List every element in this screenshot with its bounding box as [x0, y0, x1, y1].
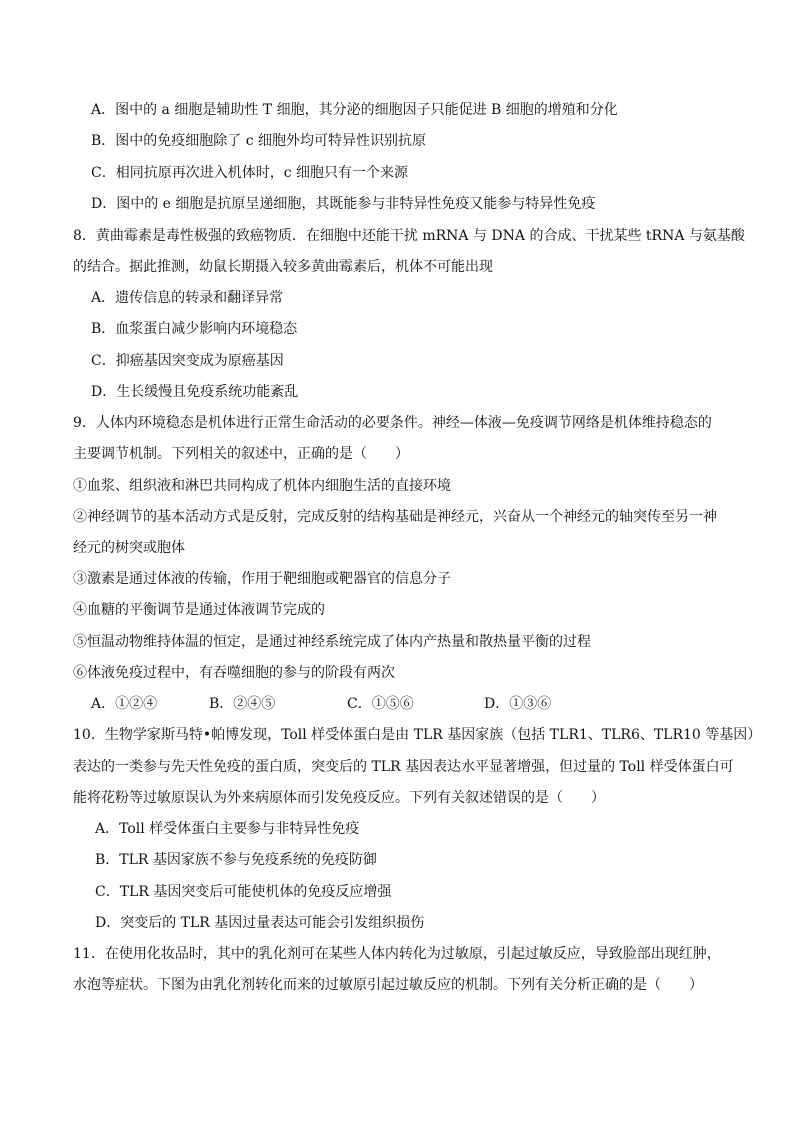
q8-option-d: D．生长缓慢且免疫系统功能紊乱 — [91, 384, 299, 400]
q9-statement-5: ⑤恒温动物维持体温的恒定，是通过神经系统完成了体内产热量和散热量平衡的过程 — [73, 634, 591, 650]
q8-option-b: B．血浆蛋白减少影响内环境稳态 — [91, 321, 298, 337]
q10-stem-line2: 表达的一类参与先天性免疫的蛋白质，突变后的 TLR 基因表达水平显著增强，但过量的 Toll 样受体蛋白可 — [73, 759, 734, 775]
q11-stem-line2: 水泡等症状。下图为由乳化剂转化而来的过敏原引起过敏反应的机制。下列有关分析正确的是（ ） — [73, 977, 703, 993]
q10-stem-line1: 10．生物学家斯马特•帕博发现，Toll 样受体蛋白是由 TLR 基因家族（包括 TLR1、TLR6、TLR10 等基因） — [73, 727, 762, 743]
q10-stem-line3: 能将花粉等过敏原误认为外来病原体而引发免疫反应。下列有关叙述错误的是（ ） — [73, 790, 605, 806]
q10-option-a: A．Toll 样受体蛋白主要参与非特异性免疫 — [95, 821, 360, 837]
q8-stem-line2: 的结合。据此推测，幼鼠长期摄入较多黄曲霉素后，机体不可能出现 — [73, 259, 493, 275]
q10-option-b: B．TLR 基因家族不参与免疫系统的免疫防御 — [95, 852, 377, 868]
q9-option-c: C．①⑤⑥ — [347, 696, 414, 712]
q9-statement-1: ①血浆、组织液和淋巴共同构成了机体内细胞生活的直接环境 — [73, 478, 451, 494]
q9-statement-2-line2: 经元的树突或胞体 — [73, 540, 185, 556]
q8-option-c: C．抑癌基因突变成为原癌基因 — [91, 353, 284, 369]
q9-option-b: B．②④⑤ — [209, 696, 276, 712]
q8-option-a: A．遗传信息的转录和翻译异常 — [91, 290, 284, 306]
q9-option-a: A．①②④ — [91, 696, 158, 712]
q9-options-row — [91, 694, 751, 714]
q7-option-c: C．相同抗原再次进入机体时，c 细胞只有一个来源 — [91, 165, 409, 181]
q9-option-d: D．①③⑥ — [484, 696, 552, 712]
q10-option-d: D．突变后的 TLR 基因过量表达可能会引发组织损伤 — [95, 915, 425, 931]
q9-stem-line2: 主要调节机制。下列相关的叙述中，正确的是（ ） — [73, 446, 409, 462]
q9-statement-4: ④血糖的平衡调节是通过体液调节完成的 — [73, 602, 325, 618]
q11-stem-line1: 11．在使用化妆品时，其中的乳化剂可在某些人体内转化为过敏原，引起过敏反应，导致脸部出现红肿， — [73, 946, 721, 962]
q8-stem-line1: 8．黄曲霉素是毒性极强的致癌物质．在细胞中还能干扰 mRNA 与 DNA 的合成、干扰某些 tRNA 与氨基酸 — [73, 228, 745, 244]
q10-option-c: C．TLR 基因突变后可能使机体的免疫反应增强 — [95, 884, 392, 900]
q7-option-d: D．图中的 e 细胞是抗原呈递细胞，其既能参与非特异性免疫又能参与特异性免疫 — [91, 196, 596, 212]
q9-statement-2-line1: ②神经调节的基本活动方式是反射，完成反射的结构基础是神经元，兴奋从一个神经元的轴突传至另一神 — [73, 509, 717, 525]
q9-stem-line1: 9．人体内环境稳态是机体进行正常生命活动的必要条件。神经—体液—免疫调节网络是机体维持稳态的 — [73, 415, 712, 431]
q7-option-a: A．图中的 a 细胞是辅助性 T 细胞，其分泌的细胞因子只能促进 B 细胞的增殖和分化 — [91, 102, 618, 118]
q7-option-b: B．图中的免疫细胞除了 c 细胞外均可特异性识别抗原 — [91, 133, 427, 149]
q9-statement-6: ⑥体液免疫过程中，有吞噬细胞的参与的阶段有两次 — [73, 665, 395, 681]
q9-statement-3: ③激素是通过体液的传输，作用于靶细胞或靶器官的信息分子 — [73, 571, 451, 587]
